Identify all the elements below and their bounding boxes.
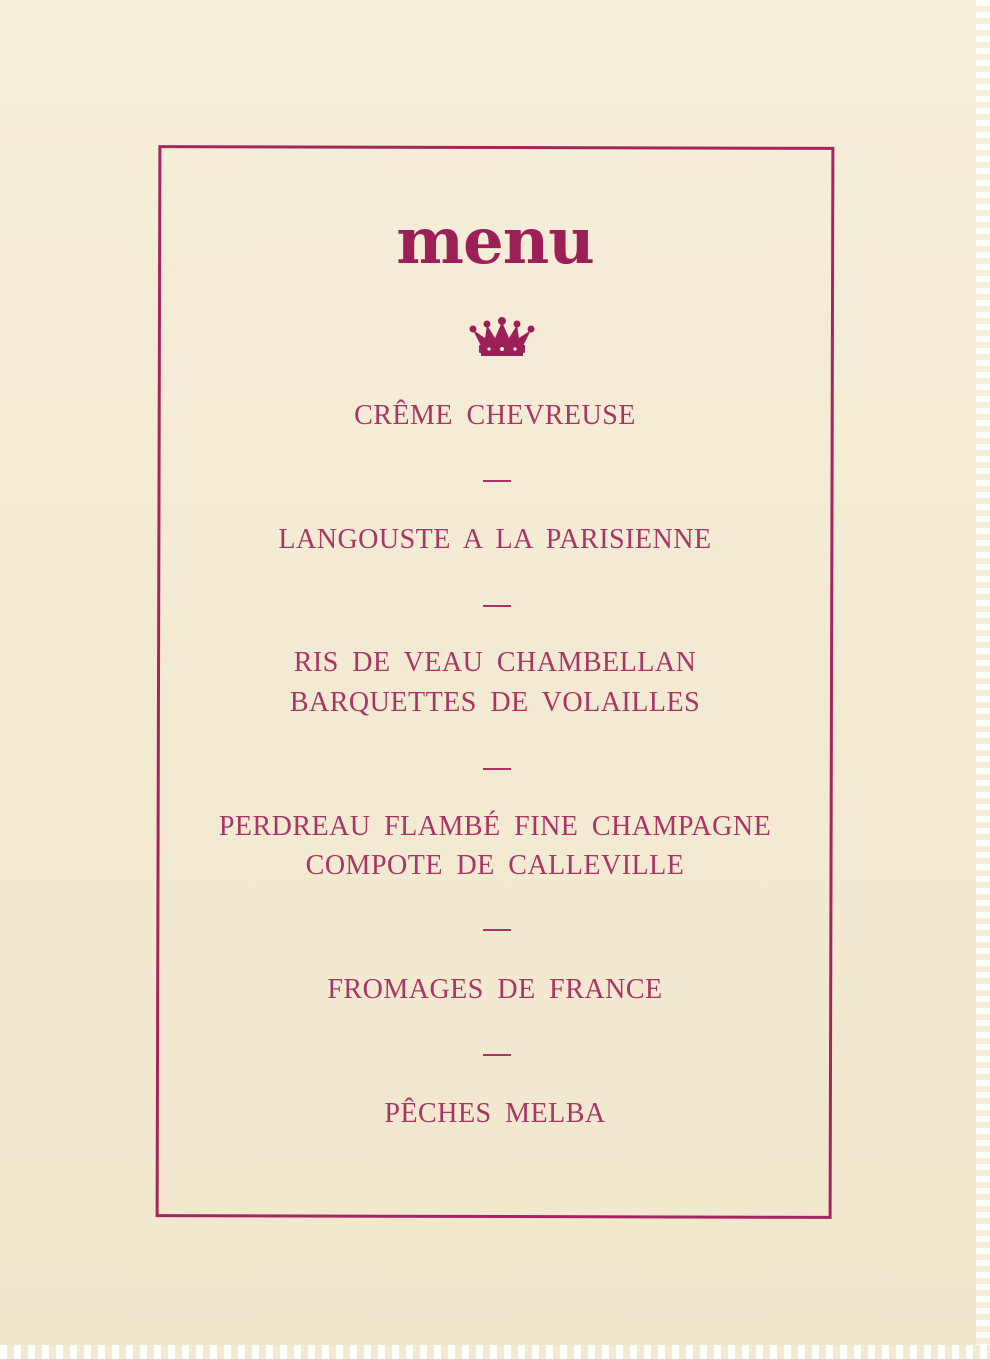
menu-item: CRÊME CHEVREUSE <box>354 400 636 431</box>
menu-item: PÊCHES MELBA <box>384 1098 606 1129</box>
deckled-edge-right <box>976 0 990 1359</box>
menu-item: COMPOTE DE CALLEVILLE <box>305 850 685 881</box>
course-separator <box>483 929 511 931</box>
course-separator <box>483 1054 511 1056</box>
menu-title: menu <box>396 204 594 279</box>
menu-content <box>157 146 833 1218</box>
menu-item: PERDREAU FLAMBÉ FINE CHAMPAGNE <box>218 811 772 842</box>
crown-icon <box>467 316 537 358</box>
deckled-edge-bottom <box>0 1345 990 1359</box>
menu-item: FROMAGES DE FRANCE <box>327 974 663 1005</box>
course-separator <box>483 480 511 482</box>
menu-item: RIS DE VEAU CHAMBELLAN <box>293 647 697 678</box>
course-separator <box>483 768 511 770</box>
course-separator <box>483 605 511 607</box>
menu-item: LANGOUSTE A LA PARISIENNE <box>278 524 712 555</box>
menu-item: BARQUETTES DE VOLAILLES <box>289 687 701 718</box>
